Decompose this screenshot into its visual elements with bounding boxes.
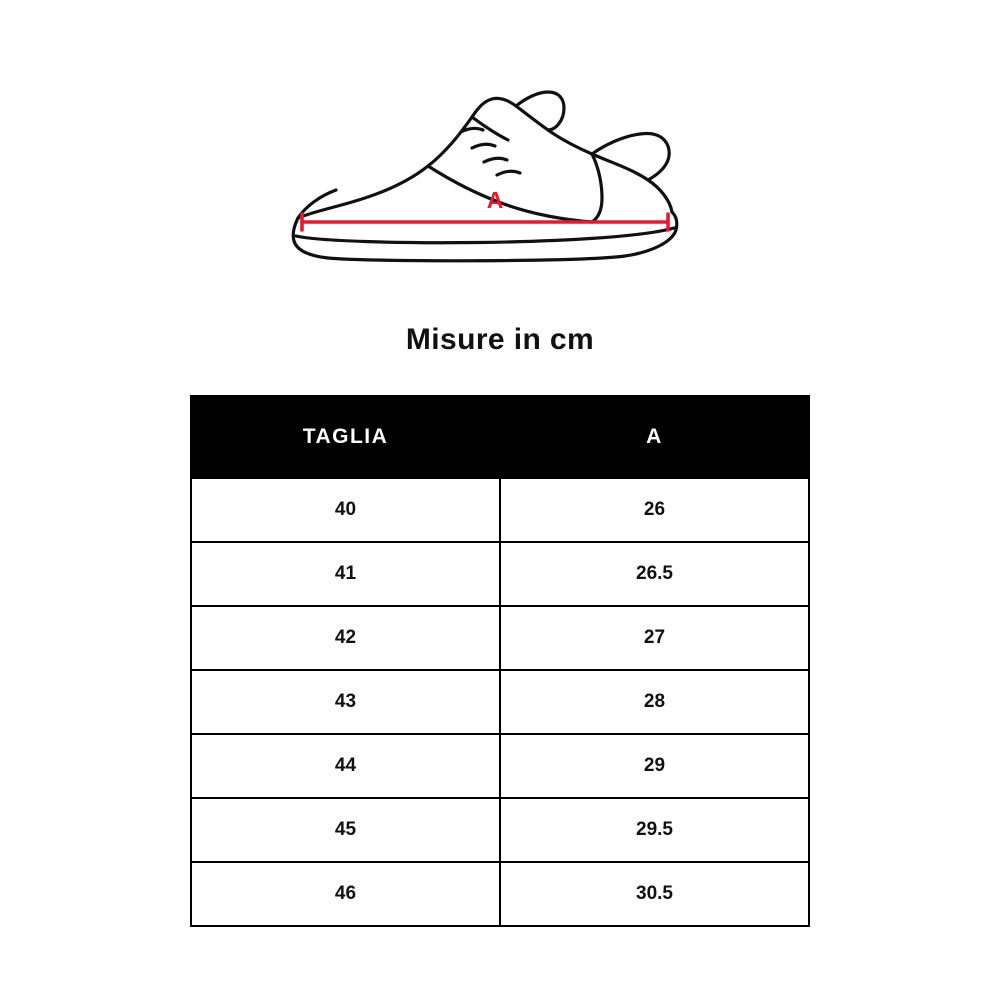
- size-table-head: [191, 396, 809, 478]
- table-row: [191, 478, 809, 542]
- table-row: [191, 734, 809, 798]
- table-row: [191, 606, 809, 670]
- header-a: A: [500, 396, 809, 478]
- table-row: [191, 542, 809, 606]
- header-taglia: TAGLIA: [191, 396, 500, 478]
- measure-label-a: A: [486, 187, 504, 213]
- size-table-body: [191, 478, 809, 926]
- cell-size: 44: [191, 734, 500, 798]
- cell-size: 40: [191, 478, 500, 542]
- table-row: [191, 670, 809, 734]
- cell-size: 41: [191, 542, 500, 606]
- table-row: [191, 798, 809, 862]
- cell-size: 46: [191, 862, 500, 926]
- sneaker-diagram: [280, 70, 720, 285]
- cell-a: 30.5: [500, 862, 809, 926]
- table-row: [191, 862, 809, 926]
- cell-a: 26: [500, 478, 809, 542]
- table-header-row: [191, 396, 809, 478]
- cell-a: 27: [500, 606, 809, 670]
- size-table-container: [190, 395, 810, 927]
- cell-size: 42: [191, 606, 500, 670]
- cell-size: 45: [191, 798, 500, 862]
- cell-size: 43: [191, 670, 500, 734]
- cell-a: 29: [500, 734, 809, 798]
- size-table: [190, 395, 810, 927]
- cell-a: 28: [500, 670, 809, 734]
- page-title: Misure in cm: [405, 323, 595, 356]
- cell-a: 29.5: [500, 798, 809, 862]
- sneaker-icon: [280, 70, 720, 285]
- cell-a: 26.5: [500, 542, 809, 606]
